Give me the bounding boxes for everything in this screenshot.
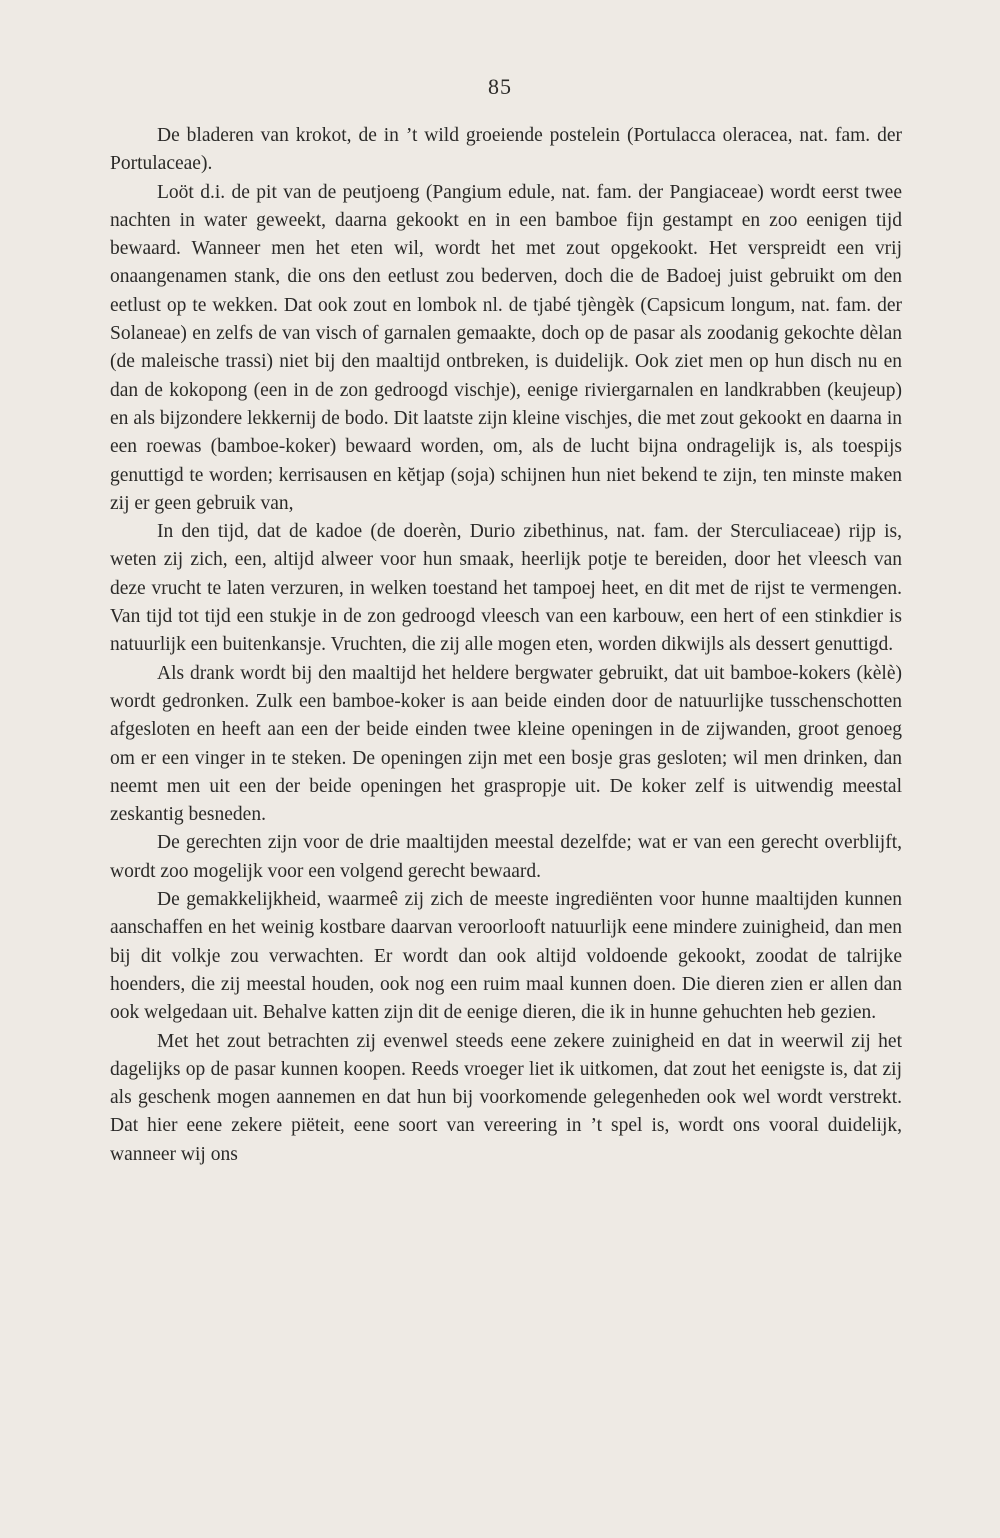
paragraph-6: De gemakkelijkheid, waarmeê zij zich de meeste ingrediënten voor hunne maaltijden kunnen aanschaffen en het weinig kostbare daarvan veroorlooft natuurlijk eene mindere zuinigheid, dan men bij dit volkje zou verwachten. Er wordt dan ook altijd voldoende gekookt, zoodat de talrijke hoenders, die zij meestal houden, ook nog een ruim maal kunnen doen. Die dieren zien er allen dan ook welgedaan uit. Behalve katten zijn dit de eenige dieren, die ik in hunne gehuchten heb gezien. xyxy=(110,889,902,1024)
page-number: 85 xyxy=(488,74,512,99)
paragraph-4: Als drank wordt bij den maaltijd het heldere bergwater gebruikt, dat uit bamboe-kokers (kèlè) wordt gedronken. Zulk een bamboe-koker is aan beide einden door de natuurlijke tusschenschotten afgesloten en heeft aan een der beide einden twee kleine openingen in de zijwanden, groot genoeg om er een vinger in te steken. De openingen zijn met een bosje gras gesloten; wil men drinken, dan neemt men uit een der beide openingen het graspropje uit. De koker zelf is uitwendig meestal zeskantig besneden. xyxy=(110,662,902,826)
paragraph-3: In den tijd, dat de kadoe (de doerèn, Durio zibethinus, nat. fam. der Sterculiaceae) rijp is, weten zij zich, een, altijd alweer voor hun smaak, heerlijk potje te bereiden, door het vleesch van deze vrucht te laten verzuren, in welken toestand het tampoej heet, en dit met de rijst te vermengen. Van tijd tot tijd een stukje in de zon gedroogd vleesch van een karbouw, een hert of een stinkdier is natuurlijk een buitenkansje. Vruchten, die zij alle mogen eten, worden dikwijls als dessert genuttigd. xyxy=(110,521,902,656)
body-text xyxy=(110,122,902,1169)
paragraph-5: De gerechten zijn voor de drie maaltijden meestal dezelfde; wat er van een gerecht overblijft, wordt zoo mogelijk voor een volgend gerecht bewaard. xyxy=(110,832,902,882)
paragraph-1: De bladeren van krokot, de in ’t wild groeiende postelein (Portulacca oleracea, nat. fam. der Portulaceae). xyxy=(110,125,902,175)
paragraph-7: Met het zout betrachten zij evenwel steeds eene zekere zuinigheid en dat in weerwil zij het dagelijks op de pasar kunnen koopen. Reeds vroeger liet ik uitkomen, dat zout het eenigste is, dat zij als geschenk mogen aannemen en dat hun bij voorkomende gelegenheden ook wel wordt verstrekt. Dat hier eene zekere piëteit, eene soort van vereering in ’t spel is, wordt ons vooral duidelijk, wanneer wij ons xyxy=(110,1030,902,1165)
paragraph-2: Loöt d.i. de pit van de peutjoeng (Pangium edule, nat. fam. der Pangiaceae) wordt eerst twee nachten in water geweekt, daarna gekookt en in een bamboe fijn gestampt en zoo eenigen tijd bewaard. Wanneer men het eten wil, wordt het met zout opgekookt. Het verspreidt een vrij onaangenamen stank, die ons den eetlust zou bederven, doch die de Badoej juist gebruikt om den eetlust op te wekken. Dat ook zout en lombok nl. de tjabé tjèngèk (Capsicum longum, nat. fam. der Solaneae) en zelfs de van visch of garnalen gemaakte, doch op de pasar als zoodanig gekochte dèlan (de maleische trassi) niet bij den maaltijd ontbreken, is duidelijk. Ook ziet men op hun disch nu en dan de kokopong (een in de zon gedroogd vischje), eenige riviergarnalen en landkrabben (keujeup) en als bijzondere lekkernij de bodo. Dit laatste zijn kleine vischjes, die met zout gekookt en daarna in een roewas (bamboe-koker) bewaard worden, om, als de lucht bijna ondragelijk is, als toespijs genuttigd te worden; kerrisausen en kĕtjap (soja) schijnen hun niet bekend te zijn, ten minste maken zij er geen gebruik van, xyxy=(110,181,902,514)
